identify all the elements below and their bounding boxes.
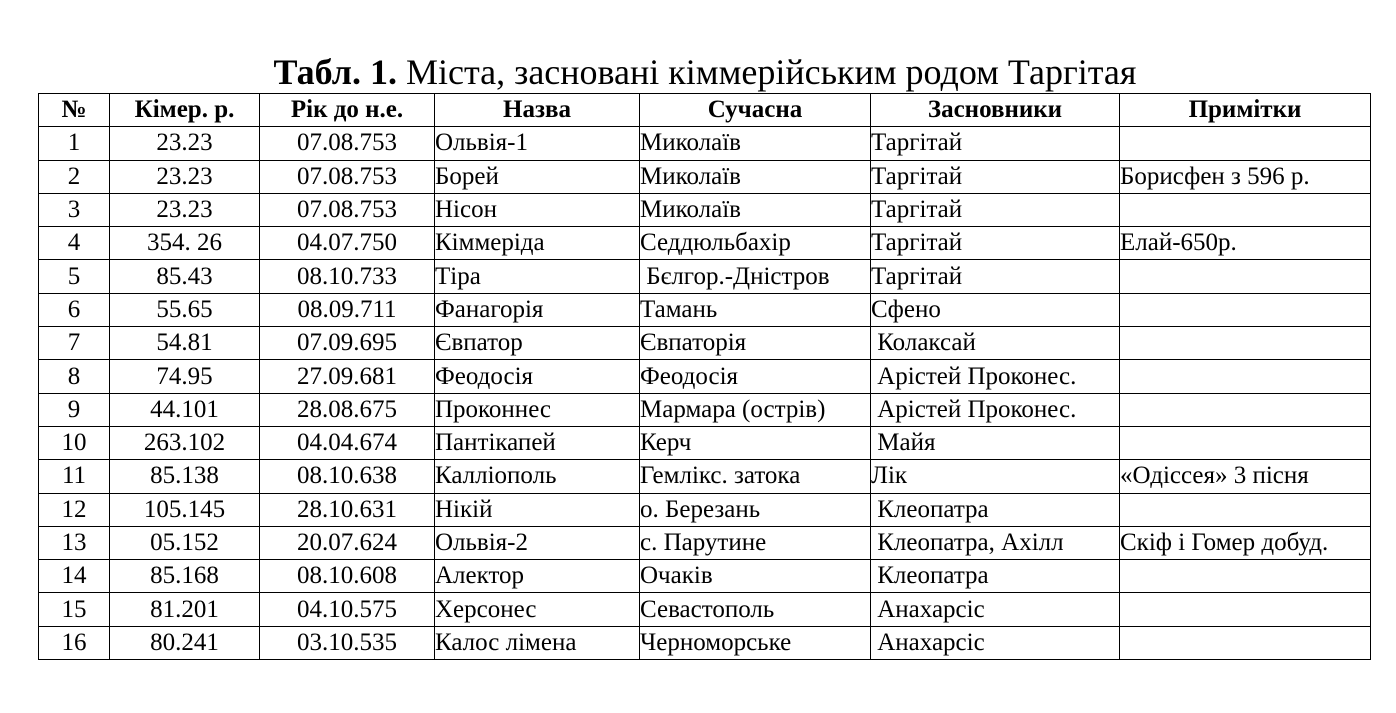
notes-cell xyxy=(1120,560,1371,593)
city-name-cell: Фанагорія xyxy=(435,293,640,326)
year-bc-cell: 08.10.638 xyxy=(260,460,435,493)
modern-name-cell: Миколаїв xyxy=(640,193,871,226)
table-row xyxy=(39,293,1371,326)
year-bc-cell: 08.09.711 xyxy=(260,293,435,326)
founders-cell: Таргітай xyxy=(871,127,1120,160)
table-row xyxy=(39,260,1371,293)
kimer-year-cell: 85.168 xyxy=(110,560,260,593)
notes-cell xyxy=(1120,426,1371,459)
modern-name-cell: Черноморське xyxy=(640,626,871,659)
notes-cell xyxy=(1120,193,1371,226)
year-bc-cell: 07.08.753 xyxy=(260,160,435,193)
kimer-year-cell: 263.102 xyxy=(110,426,260,459)
row-number-cell: 5 xyxy=(39,260,110,293)
notes-cell xyxy=(1120,626,1371,659)
row-number-cell: 8 xyxy=(39,360,110,393)
founders-cell: Лік xyxy=(871,460,1120,493)
kimer-year-cell: 55.65 xyxy=(110,293,260,326)
founders-cell: Клеопатра, Ахілл xyxy=(871,526,1120,559)
city-name-cell: Пантікапей xyxy=(435,426,640,459)
city-name-cell: Калліополь xyxy=(435,460,640,493)
city-name-cell: Алектор xyxy=(435,560,640,593)
founders-cell: Сфено xyxy=(871,293,1120,326)
city-name-cell: Нікій xyxy=(435,493,640,526)
modern-name-cell: Керч xyxy=(640,426,871,459)
caption-text: Міста, засновані кіммерійським родом Таргітая xyxy=(396,52,1137,92)
modern-name-cell: Миколаїв xyxy=(640,127,871,160)
row-number-cell: 13 xyxy=(39,526,110,559)
modern-name-cell: Севастополь xyxy=(640,593,871,626)
table-row xyxy=(39,193,1371,226)
city-name-cell: Євпатор xyxy=(435,327,640,360)
founders-cell: Колаксай xyxy=(871,327,1120,360)
city-name-cell: Борей xyxy=(435,160,640,193)
table-row xyxy=(39,526,1371,559)
year-bc-cell: 28.08.675 xyxy=(260,393,435,426)
cities-table xyxy=(38,93,1371,660)
kimer-year-cell: 105.145 xyxy=(110,493,260,526)
founders-cell: Арістей Проконес. xyxy=(871,360,1120,393)
founders-cell: Анахарсіс xyxy=(871,593,1120,626)
city-name-cell: Проконнес xyxy=(435,393,640,426)
year-bc-cell: 07.08.753 xyxy=(260,127,435,160)
founders-cell: Таргітай xyxy=(871,260,1120,293)
founders-cell: Анахарсіс xyxy=(871,626,1120,659)
founders-header: Засновники xyxy=(871,94,1120,127)
kimer-year-cell: 80.241 xyxy=(110,626,260,659)
kimer-year-cell: 85.43 xyxy=(110,260,260,293)
modern-name-cell: Євпаторія xyxy=(640,327,871,360)
kimer-year-cell: 23.23 xyxy=(110,160,260,193)
year-bc-cell: 27.09.681 xyxy=(260,360,435,393)
table-row xyxy=(39,460,1371,493)
founders-cell: Клеопатра xyxy=(871,493,1120,526)
year-bc-cell: 20.07.624 xyxy=(260,526,435,559)
year-bc-cell: 28.10.631 xyxy=(260,493,435,526)
header-row xyxy=(39,94,1371,127)
row-number-cell: 7 xyxy=(39,327,110,360)
kimer-year-cell: 354. 26 xyxy=(110,227,260,260)
city-name-cell: Нісон xyxy=(435,193,640,226)
notes-cell: Скіф і Гомер добуд. xyxy=(1120,526,1371,559)
year-bc-cell: 08.10.733 xyxy=(260,260,435,293)
kimer-year-cell: 81.201 xyxy=(110,593,260,626)
kimer-year-cell: 85.138 xyxy=(110,460,260,493)
notes-cell xyxy=(1120,393,1371,426)
notes-cell xyxy=(1120,593,1371,626)
notes-cell: Борисфен з 596 р. xyxy=(1120,160,1371,193)
modern-name-cell: Гемлікс. затока xyxy=(640,460,871,493)
notes-cell xyxy=(1120,127,1371,160)
modern-name-cell: Очаків xyxy=(640,560,871,593)
row-number-cell: 10 xyxy=(39,426,110,459)
row-number-cell: 12 xyxy=(39,493,110,526)
founders-cell: Майя xyxy=(871,426,1120,459)
kimer-year-cell: 44.101 xyxy=(110,393,260,426)
founders-cell: Таргітай xyxy=(871,227,1120,260)
modern-name-cell: Феодосія xyxy=(640,360,871,393)
kimer-year-header: Кімер. р. xyxy=(110,94,260,127)
founders-cell: Таргітай xyxy=(871,193,1120,226)
modern-name-header: Сучасна xyxy=(640,94,871,127)
notes-cell: Елай-650р. xyxy=(1120,227,1371,260)
table-row xyxy=(39,560,1371,593)
table-row xyxy=(39,127,1371,160)
city-name-cell: Тіра xyxy=(435,260,640,293)
city-name-cell: Кіммеріда xyxy=(435,227,640,260)
founders-cell: Клеопатра xyxy=(871,560,1120,593)
notes-cell: «Одіссея» 3 пісня xyxy=(1120,460,1371,493)
name-header: Назва xyxy=(435,94,640,127)
year-bc-cell: 07.09.695 xyxy=(260,327,435,360)
table-body xyxy=(39,127,1371,660)
city-name-cell: Херсонес xyxy=(435,593,640,626)
row-number-cell: 2 xyxy=(39,160,110,193)
table-row xyxy=(39,393,1371,426)
year-bc-cell: 04.10.575 xyxy=(260,593,435,626)
modern-name-cell: Миколаїв xyxy=(640,160,871,193)
modern-name-cell: о. Березань xyxy=(640,493,871,526)
table-row xyxy=(39,426,1371,459)
modern-name-cell: Тамань xyxy=(640,293,871,326)
year-bc-cell: 04.07.750 xyxy=(260,227,435,260)
kimer-year-cell: 23.23 xyxy=(110,193,260,226)
row-number-cell: 15 xyxy=(39,593,110,626)
year-bc-cell: 03.10.535 xyxy=(260,626,435,659)
year-bc-header: Рік до н.е. xyxy=(260,94,435,127)
notes-cell xyxy=(1120,327,1371,360)
row-number-cell: 9 xyxy=(39,393,110,426)
notes-header: Примітки xyxy=(1120,94,1371,127)
founders-cell: Таргітай xyxy=(871,160,1120,193)
notes-cell xyxy=(1120,360,1371,393)
kimer-year-cell: 23.23 xyxy=(110,127,260,160)
city-name-cell: Ольвія-2 xyxy=(435,526,640,559)
table-row xyxy=(39,493,1371,526)
modern-name-cell: Мармара (острів) xyxy=(640,393,871,426)
row-number-cell: 4 xyxy=(39,227,110,260)
city-name-cell: Ольвія-1 xyxy=(435,127,640,160)
row-number-cell: 14 xyxy=(39,560,110,593)
city-name-cell: Калос лімена xyxy=(435,626,640,659)
kimer-year-cell: 05.152 xyxy=(110,526,260,559)
number-header: № xyxy=(39,94,110,127)
caption-label: Табл. 1. xyxy=(273,52,397,92)
table-caption xyxy=(0,50,1396,94)
modern-name-cell: с. Парутине xyxy=(640,526,871,559)
table-row xyxy=(39,360,1371,393)
table-row xyxy=(39,160,1371,193)
table-row xyxy=(39,626,1371,659)
modern-name-cell: Седдюльбахір xyxy=(640,227,871,260)
table-row xyxy=(39,227,1371,260)
year-bc-cell: 08.10.608 xyxy=(260,560,435,593)
table-row xyxy=(39,593,1371,626)
modern-name-cell: Бєлгор.-Дністров xyxy=(640,260,871,293)
row-number-cell: 16 xyxy=(39,626,110,659)
row-number-cell: 3 xyxy=(39,193,110,226)
row-number-cell: 1 xyxy=(39,127,110,160)
year-bc-cell: 04.04.674 xyxy=(260,426,435,459)
row-number-cell: 11 xyxy=(39,460,110,493)
year-bc-cell: 07.08.753 xyxy=(260,193,435,226)
founders-cell: Арістей Проконес. xyxy=(871,393,1120,426)
notes-cell xyxy=(1120,260,1371,293)
city-name-cell: Феодосія xyxy=(435,360,640,393)
kimer-year-cell: 74.95 xyxy=(110,360,260,393)
table-row xyxy=(39,327,1371,360)
kimer-year-cell: 54.81 xyxy=(110,327,260,360)
row-number-cell: 6 xyxy=(39,293,110,326)
notes-cell xyxy=(1120,493,1371,526)
notes-cell xyxy=(1120,293,1371,326)
